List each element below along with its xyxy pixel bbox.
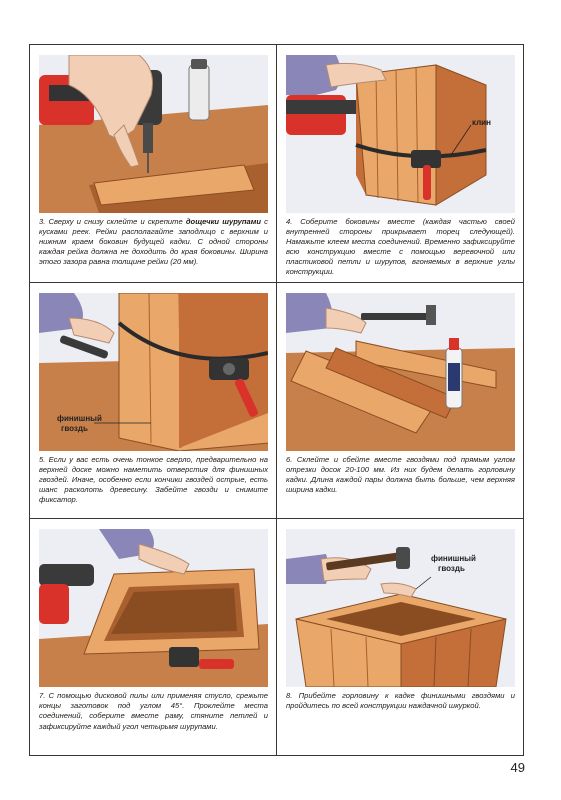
step-8-callout-line1: финишный [431, 554, 476, 564]
step-6-panel [277, 283, 524, 520]
step-4-callout-wedge: клин [472, 118, 491, 127]
step-7-caption: 7. С помощью дисковой пилы или применяя стусло, срежьте концы заготовок под углом 45°. Проклейте места соединений, соберите вместе раму, стяните петлей и зафиксируйте каждый угол четырьмя шурупами. [39, 691, 268, 731]
step-5-panel [30, 283, 277, 520]
step-5-callout-line1: финишный [57, 413, 102, 423]
instructions-grid [29, 44, 524, 756]
step-5-callout-line2: гвоздь [61, 423, 88, 433]
step-4-panel [277, 45, 524, 283]
step-8-caption: 8. Прибейте горловину к кадке финишными гвоздями и пройдитесь по всей конструкции наждачной шкуркой. [286, 691, 515, 711]
step-3-caption: 3. Сверху и снизу склейте и скрепите дощечки шурупами с кусками реек. Рейки располагайте заподлицо с верхним и нижним краем боковин будущей кадки. С одной стороны каждая рейка должна не доходить до края боковины. Ширина этого зазора равна толщине рейки (20 мм). [39, 217, 268, 267]
step-5-caption: 5. Если у вас есть очень тонкое сверло, предварительно на верхней доске можно наметить отверстия для финишных гвоздей. Иначе, особенно если кончики гвоздей острые, есть шанс расколоть древесину. Забейте гвозди и снимите фиксатор. [39, 454, 268, 504]
step-8-callout-line2: гвоздь [438, 564, 465, 574]
step-7-illustration [39, 529, 268, 687]
step-3-illustration [39, 55, 268, 213]
step-6-caption: 6. Склейте и сбейте вместе гвоздями под прямым углом отрезки досок 20-100 мм. Из них будем делать горловину кадки. Длина каждой пары должна быть больше, чем верхняя ширина кадки. [286, 454, 515, 494]
step-8-illustration [286, 529, 515, 687]
step-3-panel [30, 45, 277, 283]
page-number: 49 [510, 760, 525, 775]
step-4-caption: 4. Соберите боковины вместе (каждая частью своей внутренней стороны прикрывает торец следующей). Намажьте клеем места соединений. Временно зафиксируйте всю конструкцию вместе с помощью веревочной или пластиковой петли и шурупов, вгоняемых в верхние углы конструкции. [286, 217, 515, 277]
step-5-illustration [39, 293, 268, 451]
step-8-panel [277, 519, 524, 756]
step-6-illustration [286, 293, 515, 451]
step-7-panel [30, 519, 277, 756]
step-4-illustration [286, 55, 515, 213]
